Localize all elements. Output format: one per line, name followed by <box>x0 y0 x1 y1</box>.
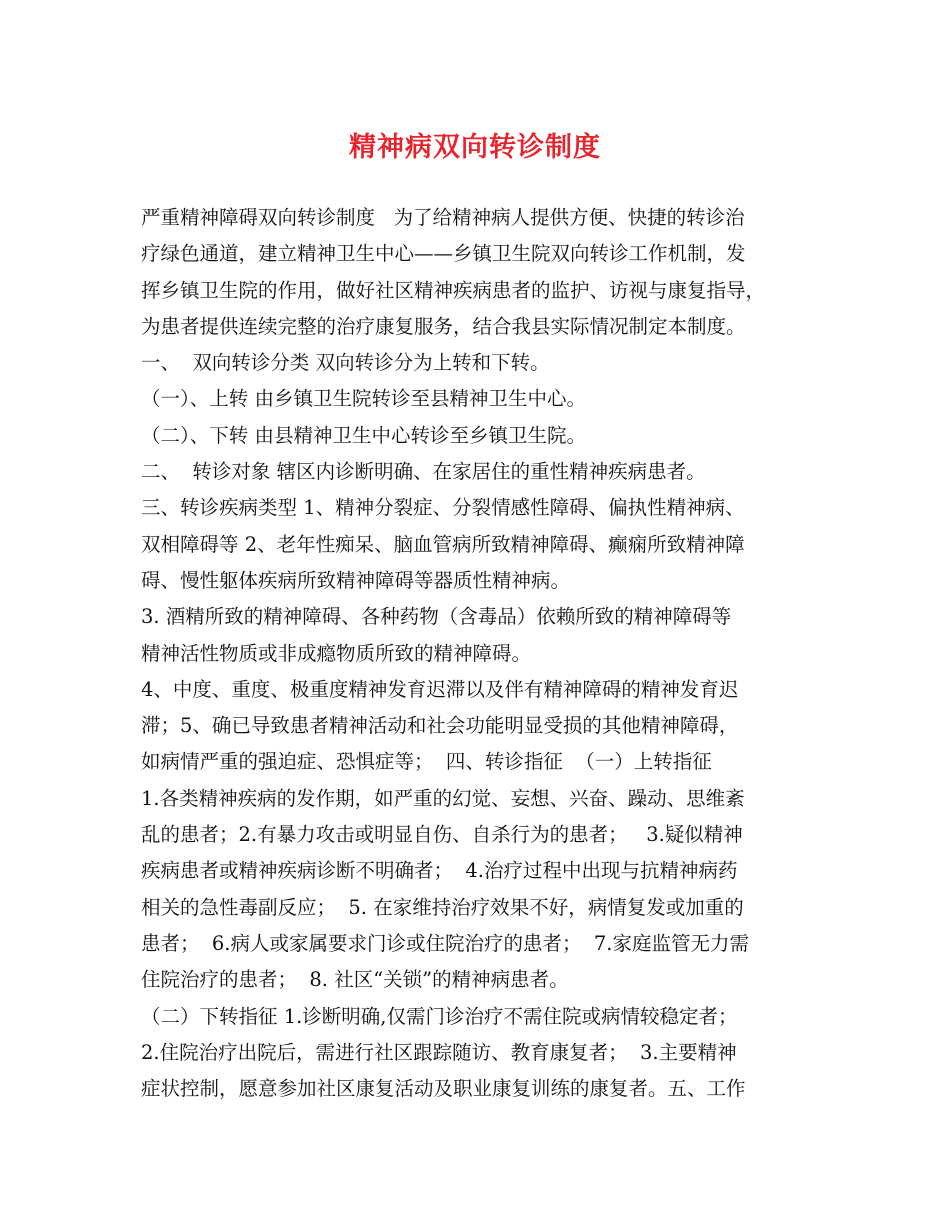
section-heading-line: 三、转诊疾病类型 1、精神分裂症、分裂情感性障碍、偏执性精神病、 <box>141 496 745 520</box>
paragraph-line: 双相障碍等 2、老年性痴呆、脑血管病所致精神障碍、癫痫所致精神障 <box>141 532 745 556</box>
paragraph-line: 疗绿色通道，建立精神卫生中心——乡镇卫生院双向转诊工作机制，发 <box>141 242 746 266</box>
section-heading-line: 一、 双向转诊分类 双向转诊分为上转和下转。 <box>141 351 550 375</box>
paragraph-line: 为患者提供连续完整的治疗康复服务，结合我县实际情况制定本制度。 <box>141 314 746 338</box>
paragraph-line: 乱的患者；2.有暴力攻击或明显自伤、自杀行为的患者； 3.疑似精神 <box>141 823 743 847</box>
paragraph-line: 住院治疗的患者； 8. 社区“关锁”的精神病患者。 <box>141 968 569 992</box>
paragraph-line: 疾病患者或精神疾病诊断不明确者； 4.治疗过程中出现与抗精神病药 <box>141 859 738 883</box>
paragraph-line: （一）、上转 由乡镇卫生院转诊至县精神卫生中心。 <box>141 387 586 411</box>
section-heading-line: 二、 转诊对象 辖区内诊断明确、在家居住的重性精神疾病患者。 <box>141 460 706 484</box>
paragraph-line: 1.各类精神疾病的发作期，如严重的幻觉、妄想、兴奋、躁动、思维紊 <box>141 786 745 810</box>
paragraph-line: 滞；5、确已导致患者精神活动和社会功能明显受损的其他精神障碍， <box>141 714 739 738</box>
paragraph-line: 患者； 6.病人或家属要求门诊或住院治疗的患者； 7.家庭监管无力需 <box>141 931 750 955</box>
paragraph-line: 2.住院治疗出院后，需进行社区跟踪随访、教育康复者； 3.主要精神 <box>141 1040 737 1064</box>
paragraph-line: （二）、下转 由县精神卫生中心转诊至乡镇卫生院。 <box>141 423 586 447</box>
paragraph-line: 精神活性物质或非成瘾物质所致的精神障碍。 <box>141 641 532 665</box>
paragraph-line: 如病情严重的强迫症、恐惧症等； 四、转诊指征 （一）上转指征 <box>141 750 712 774</box>
paragraph-line: 严重精神障碍双向转诊制度 为了给精神病人提供方便、快捷的转诊治 <box>141 206 745 229</box>
document-body <box>141 200 821 1107</box>
paragraph-line: 相关的急性毒副反应； 5. 在家维持治疗效果不好，病情复发或加重的 <box>141 895 744 919</box>
paragraph-line: 症状控制，愿意参加社区康复活动及职业康复训练的康复者。五、工作 <box>141 1077 746 1101</box>
paragraph-line: 4、中度、重度、极重度精神发育迟滞以及伴有精神障碍的精神发育迟 <box>141 677 739 701</box>
paragraph-line: 挥乡镇卫生院的作用，做好社区精神疾病患者的监护、访视与康复指导， <box>141 278 766 302</box>
document-title: 精神病双向转诊制度 <box>349 132 601 163</box>
paragraph-line: 碍、慢性躯体疾病所致精神障碍等器质性精神病。 <box>141 568 571 592</box>
paragraph-line: （二）下转指征 1.诊断明确,仅需门诊治疗不需住院或病情较稳定者； <box>141 1004 738 1028</box>
paragraph-line: 3. 酒精所致的精神障碍、各种药物（含毒品）依赖所致的精神障碍等 <box>141 605 732 629</box>
